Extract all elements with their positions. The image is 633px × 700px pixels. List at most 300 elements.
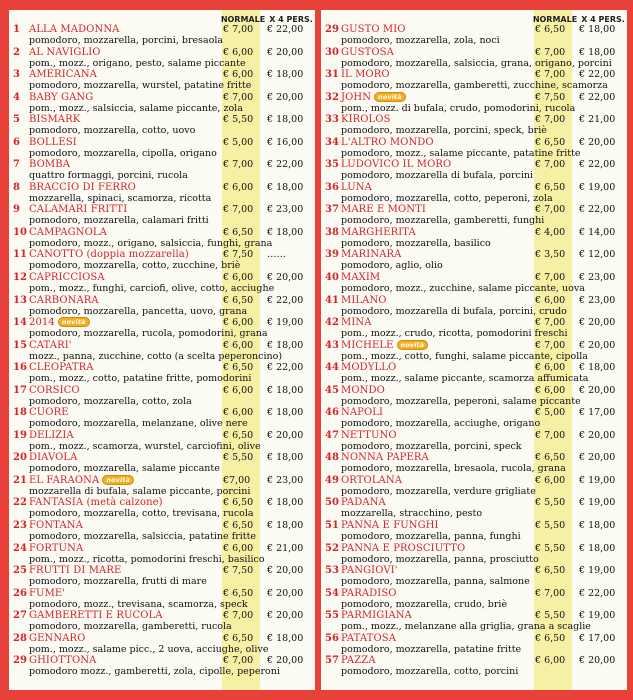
price-family: € 22,00: [267, 159, 304, 171]
item-number: 53: [325, 565, 339, 577]
item-name-text: ALLA MADONNA: [29, 24, 120, 35]
item-name-text: PANGIOVI': [341, 565, 398, 577]
price-normal: € 6,50: [223, 362, 254, 374]
item-ingredients: pomodoro, aglio, olio: [341, 260, 443, 272]
item-number: 29: [325, 24, 339, 35]
price-normal: € 7,00: [535, 587, 566, 599]
price-family: € 20,00: [579, 317, 616, 329]
menu-item: [9, 452, 315, 475]
item-name-text: PARADISO: [341, 587, 397, 599]
item-number: 27: [13, 610, 27, 622]
item-ingredients: pomodoro, mozzarella, pancetta, uovo, grana: [29, 305, 248, 317]
item-name-text: LUDOVICO IL MORO: [341, 159, 452, 171]
menu-item: [9, 610, 315, 633]
price-family: € 18,00: [267, 339, 304, 351]
item-name-text: FONTANA: [29, 520, 83, 532]
item-name: [341, 452, 429, 463]
price-normal: € 6,50: [223, 520, 254, 532]
menu-item: [321, 227, 627, 250]
item-number: 4: [13, 91, 20, 103]
item-name-text: MARGHERITA: [341, 226, 416, 238]
item-name-text: MODYLLO: [341, 362, 397, 374]
item-number: 37: [325, 204, 339, 216]
price-normal: € 6,00: [223, 407, 254, 419]
item-name: [341, 249, 401, 260]
item-name-text: PARMIGIANA: [341, 610, 412, 622]
item-number: 12: [13, 272, 27, 284]
price-family: € 20,00: [267, 587, 304, 599]
item-ingredients: pomodoro, mozzarella, frutti di mare: [29, 576, 207, 588]
price-normal: € 6,50: [223, 294, 254, 306]
price-normal: € 6,00: [223, 542, 254, 554]
item-name: [341, 182, 372, 193]
price-family: € 19,00: [579, 565, 616, 577]
price-family: € 22,00: [579, 159, 616, 171]
item-number: 31: [325, 69, 339, 81]
price-family: € 22,00: [579, 204, 616, 216]
item-name: [341, 543, 465, 554]
item-name-text: MINA: [341, 317, 372, 329]
item-ingredients: pom., mozz., cotto, funghi, salame piccante, cipolla: [341, 350, 588, 362]
price-normal: € 7,00: [223, 91, 254, 103]
item-ingredients: pomodoro, mozzarella, panna, funghi: [341, 531, 521, 543]
item-name-text: JOHN: [341, 91, 372, 103]
item-name-text: BRACCIO DI FERRO: [29, 181, 136, 193]
menu-panel-left: [9, 10, 315, 690]
item-number: 1: [13, 24, 20, 35]
item-name-text: PANNA E PROSCIUTTO: [341, 542, 466, 554]
menu-item: [321, 610, 627, 633]
menu-item: [321, 24, 627, 47]
price-normal: € 7,50: [535, 91, 566, 103]
price-family: € 20,00: [579, 136, 616, 148]
item-name: [341, 610, 412, 621]
price-normal: € 7,00: [535, 204, 566, 216]
item-ingredients: pomodoro, mozzarella, porcini, bresaola: [29, 35, 224, 46]
price-normal: € 6,00: [535, 474, 566, 486]
item-name-text: CALAMARI FRITTI: [29, 204, 128, 216]
item-number: 3: [13, 69, 20, 81]
price-normal: € 6,00: [223, 272, 254, 284]
item-number: 48: [325, 452, 339, 464]
price-normal: € 6,00: [535, 384, 566, 396]
price-normal: € 7,00: [535, 159, 566, 171]
item-number: 43: [325, 339, 339, 351]
item-name-text: DIAVOLA: [29, 452, 78, 464]
item-name: [29, 182, 136, 193]
item-name: [29, 362, 94, 373]
menu-item: [321, 137, 627, 160]
price-normal: € 6,00: [223, 181, 254, 193]
price-family: € 18,00: [267, 520, 304, 532]
menu-item: [321, 317, 627, 340]
item-name-text: CAMPAGNOLA: [29, 226, 107, 238]
price-normal: € 7,00: [223, 655, 254, 667]
item-name-text: BOLLESI: [29, 136, 77, 148]
item-ingredients: mozzarella di bufala, salame piccante, porcini: [29, 485, 251, 497]
price-family: € 18,00: [579, 542, 616, 554]
item-name: [29, 114, 80, 125]
item-number: 44: [325, 362, 339, 374]
menu-item: [321, 272, 627, 295]
price-family: € 18,00: [579, 24, 616, 35]
item-ingredients: pomodoro, mozzarella, rucola, pomodorini, grana: [29, 328, 268, 340]
price-family: € 18,00: [267, 114, 304, 126]
item-number: 46: [325, 407, 339, 419]
item-name-text: ORTOLANA: [341, 474, 403, 486]
price-family: € 18,00: [267, 452, 304, 464]
menu-item: [321, 295, 627, 318]
item-ingredients: pomodoro, mozzarella di bufala, porcini, crudo: [341, 305, 567, 317]
item-name: [341, 24, 406, 35]
item-number: 9: [13, 204, 20, 216]
item-name-text: 2014: [29, 317, 55, 329]
item-ingredients: pom., mozz., ricotta, pomodorini freschi, basilico: [29, 553, 265, 565]
item-name-text: MILANO: [341, 294, 387, 306]
price-family: € 18,00: [579, 520, 616, 532]
item-number: 49: [325, 474, 339, 486]
price-family: € 20,00: [579, 452, 616, 464]
item-ingredients: pomodoro, mozzarella di bufala, porcini: [341, 170, 534, 182]
item-number: 55: [325, 610, 339, 622]
price-family: € 20,00: [267, 655, 304, 667]
item-number: 24: [13, 542, 27, 554]
menu-item: [9, 362, 315, 385]
price-family: € 18,00: [267, 632, 304, 644]
price-family: € 19,00: [579, 610, 616, 622]
item-ingredients: mozz., panna, zucchine, cotto (a scelta peperoncino): [29, 350, 283, 362]
price-family: € 20,00: [267, 46, 304, 58]
item-name-text: CARBONARA: [29, 294, 99, 306]
price-normal: € 7,00: [223, 204, 254, 216]
menu-item: [9, 47, 315, 70]
price-normal: € 5,50: [223, 452, 254, 464]
price-normal: € 6,50: [535, 24, 566, 35]
price-normal: € 6,50: [535, 136, 566, 148]
item-name: [29, 24, 120, 35]
item-name: [29, 137, 77, 148]
menu-item: [9, 137, 315, 160]
price-family: € 22,00: [267, 362, 304, 374]
menu-item: [9, 317, 315, 340]
item-name: [341, 272, 380, 283]
price-family: € 23,00: [267, 204, 304, 216]
item-ingredients: pomodoro, mozzarella, salsiccia, grana, origano, porcini: [341, 57, 612, 69]
menu-item: [321, 340, 627, 363]
item-name: [341, 114, 391, 125]
menu-item: [321, 159, 627, 182]
item-name-text: GAMBERETTI E RUCOLA: [29, 610, 163, 622]
item-number: 5: [13, 114, 20, 126]
price-normal: € 6,50: [535, 632, 566, 644]
menu-item: [321, 407, 627, 430]
price-normal: € 6,00: [223, 69, 254, 81]
item-name-text: EL FARAONA: [29, 474, 100, 486]
menu-item: [9, 272, 315, 295]
item-number: 51: [325, 520, 339, 532]
item-name: [29, 295, 99, 306]
price-normal: € 7,00: [223, 24, 254, 35]
item-name-text: NAPOLI: [341, 407, 384, 419]
item-number: 52: [325, 542, 339, 554]
price-normal: € 3,50: [535, 249, 566, 261]
item-name-text: MARINARA: [341, 249, 402, 261]
price-normal: €7,00: [223, 474, 251, 486]
item-number: 22: [13, 497, 27, 509]
menu-item: [9, 340, 315, 363]
item-name: [341, 159, 451, 170]
item-ingredients: pomodoro, mozzarella, crudo, briè: [341, 598, 508, 610]
item-name: [29, 610, 163, 621]
item-name-text: GUSTOSA: [341, 46, 394, 58]
item-name-text: MICHELE: [341, 339, 394, 351]
item-name-text: PATATOSA: [341, 632, 397, 644]
item-number: 17: [13, 384, 27, 396]
price-normal: € 7,00: [535, 46, 566, 58]
price-normal: € 7,00: [535, 272, 566, 284]
item-name-text: CAPRICCIOSA: [29, 272, 105, 284]
item-number: 38: [325, 226, 339, 238]
item-ingredients: pomodoro, mozzarella, cotto, uovo: [29, 125, 196, 137]
header-family: X 4 PERS.: [269, 15, 313, 24]
item-ingredients: pomodoro, mozzarella, bresaola, rucola, grana: [341, 463, 566, 475]
item-name: [29, 69, 97, 80]
price-family: € 22,00: [579, 91, 616, 103]
menu-item: [321, 114, 627, 137]
menu-item: [321, 362, 627, 385]
price-normal: € 6,50: [535, 452, 566, 464]
price-normal: € 5,00: [535, 407, 566, 419]
menu-item: [9, 182, 315, 205]
item-name-text: NETTUNO: [341, 429, 397, 441]
price-normal: € 6,50: [223, 226, 254, 238]
price-normal: € 5,50: [535, 610, 566, 622]
item-ingredients: pom., mozz., origano, pesto, salame piccante: [29, 57, 246, 69]
item-name-text: BOMBA: [29, 159, 71, 171]
item-name: [29, 520, 83, 531]
item-ingredients: pomodoro, mozz., origano, salsiccia, funghi, grana: [29, 237, 273, 249]
item-name: [341, 430, 397, 441]
price-family: € 20,00: [579, 655, 616, 667]
item-name-text: L'ALTRO MONDO: [341, 136, 434, 148]
item-number: 15: [13, 339, 27, 351]
menu-item: [321, 47, 627, 70]
item-ingredients: pomodoro, mozzarella, peperoni, salame piccante: [341, 395, 581, 407]
item-name: [341, 565, 398, 576]
item-number: 23: [13, 520, 27, 532]
price-family: € 23,00: [267, 474, 304, 486]
price-normal: € 6,50: [223, 429, 254, 441]
price-normal: € 5,50: [535, 497, 566, 509]
item-number: 2: [13, 46, 20, 58]
item-ingredients: pomodoro, mozzarella, panna, prosciutto: [341, 553, 539, 565]
menu-item: [9, 92, 315, 115]
price-family: € 20,00: [579, 429, 616, 441]
price-family: € 18,00: [267, 69, 304, 81]
item-name-text: BISMARK: [29, 114, 81, 126]
menu-item: [9, 520, 315, 543]
item-name: [29, 565, 121, 576]
item-name: [29, 272, 105, 283]
price-normal: € 6,00: [535, 294, 566, 306]
header-family: X 4 PERS.: [581, 15, 625, 24]
menu-item: [321, 92, 627, 115]
price-normal: € 6,50: [223, 632, 254, 644]
menu-item: [9, 249, 315, 272]
price-family: € 18,00: [267, 497, 304, 509]
menu-item: [321, 655, 627, 678]
menu-item: [9, 227, 315, 250]
price-family: € 20,00: [267, 91, 304, 103]
item-name: [341, 362, 396, 373]
price-normal: € 6,50: [223, 587, 254, 599]
price-family: € 22,00: [267, 24, 304, 35]
price-normal: € 7,50: [223, 565, 254, 577]
item-name: [29, 159, 70, 170]
item-ingredients: pom., mozz., salsiccia, salame piccante, zola: [29, 102, 243, 114]
item-name-text: CATARI': [29, 339, 72, 351]
item-number: 30: [325, 46, 339, 58]
price-family: € 20,00: [267, 272, 304, 284]
menu-item: [9, 633, 315, 656]
item-name-text: BABY GANG: [29, 91, 94, 103]
item-ingredients: pomodoro, mozzarella, cotto, peperoni, zola: [341, 192, 553, 204]
item-name: [29, 475, 134, 486]
menu-item: [9, 407, 315, 430]
item-name-text: PADANA: [341, 497, 386, 509]
item-number: 34: [325, 136, 339, 148]
price-family: € 22,00: [579, 587, 616, 599]
price-family: € 23,00: [579, 272, 616, 284]
item-number: 42: [325, 317, 339, 329]
item-ingredients: pomodoro, mozzarella, cotto, trevisana, rucola: [29, 508, 254, 520]
item-name-text: CUORE: [29, 407, 69, 419]
item-ingredients: pomodoro, mozzarella, wurstel, patatine fritte: [29, 80, 252, 92]
price-normal: € 7,00: [223, 159, 254, 171]
item-ingredients: pomodoro, mozzarella, verdure grigliate: [341, 485, 536, 497]
item-ingredients: pomodoro, mozzarella, patatine fritte: [341, 643, 522, 655]
item-ingredients: pom., mozz., funghi, carciofi, olive, cotto, acciughe: [29, 283, 275, 295]
price-normal: € 6,00: [535, 655, 566, 667]
menu-item: [321, 385, 627, 408]
item-name: [29, 633, 85, 644]
item-number: 19: [13, 429, 27, 441]
price-normal: € 6,00: [223, 317, 254, 329]
price-normal: € 5,50: [535, 520, 566, 532]
price-family: € 22,00: [267, 294, 304, 306]
item-name: [29, 385, 80, 396]
price-family: € 14,00: [579, 226, 616, 238]
price-normal: € 6,00: [223, 339, 254, 351]
item-number: 16: [13, 362, 27, 374]
item-name: [29, 588, 65, 599]
item-name: [341, 385, 385, 396]
item-name: [341, 204, 426, 215]
price-family: € 21,00: [267, 542, 304, 554]
item-ingredients: pomodoro, mozz., zucchine, salame piccante, uova: [341, 283, 585, 295]
item-ingredients: pomodoro mozz., gamberetti, zola, cipolle, peperoni: [29, 666, 280, 678]
price-family: € 19,00: [579, 181, 616, 193]
item-name: [29, 204, 127, 215]
item-number: 54: [325, 587, 339, 599]
price-family: € 16,00: [267, 136, 304, 148]
item-ingredients: pomodoro, mozzarella, cotto, zola: [29, 395, 192, 407]
price-family: € 17,00: [579, 632, 616, 644]
item-number: 50: [325, 497, 339, 509]
header-normal: NORMALE: [220, 15, 266, 24]
price-family: € 18,00: [579, 362, 616, 374]
item-name: [341, 655, 376, 666]
item-name: [29, 47, 101, 58]
item-name: [29, 249, 189, 260]
item-name: [29, 340, 72, 351]
price-normal: € 6,50: [535, 181, 566, 193]
item-name-text: DELIZIA: [29, 429, 74, 441]
item-name: [29, 227, 107, 238]
item-ingredients: pomodoro, mozz., salame piccante, patatine fritte: [341, 147, 581, 159]
price-normal: € 7,00: [535, 317, 566, 329]
item-ingredients: pomodoro, mozzarella, cotto, porcini: [341, 666, 519, 678]
item-ingredients: pomodoro, mozz., trevisana, scamorza, speck: [29, 598, 248, 610]
item-ingredients: pom., mozz., cotto, patatine fritte, pomodorini: [29, 373, 252, 385]
price-normal: € 7,50: [223, 249, 254, 261]
price-family: € 20,00: [579, 384, 616, 396]
price-normal: € 5,00: [223, 136, 254, 148]
price-normal: € 4,00: [535, 226, 566, 238]
item-name: [341, 520, 439, 531]
price-family: € 20,00: [267, 610, 304, 622]
item-ingredients: pomodoro, mozzarella, salsiccia, patatine fritte: [29, 531, 257, 543]
item-number: 56: [325, 632, 339, 644]
menu-item: [321, 633, 627, 656]
menu-item: [9, 588, 315, 611]
menu-list-left: [9, 24, 315, 678]
price-normal: € 6,00: [223, 46, 254, 58]
new-badge: novità: [374, 92, 406, 102]
item-number: 36: [325, 181, 339, 193]
item-number: 47: [325, 429, 339, 441]
price-family: € 12,00: [579, 249, 616, 261]
item-name: [29, 317, 90, 328]
item-name: [341, 317, 372, 328]
item-ingredients: pomodoro, mozzarella, acciughe, origano: [341, 418, 541, 430]
item-number: 39: [325, 249, 339, 261]
item-ingredients: pomodoro, mozzarella, cotto, zucchine, briè: [29, 260, 241, 272]
menu-item: [9, 565, 315, 588]
new-badge: novità: [397, 340, 429, 350]
price-family: € 19,00: [579, 497, 616, 509]
item-ingredients: pomodoro, mozzarella, gamberetti, zucchine, scamorza: [341, 80, 608, 92]
item-ingredients: pomodoro, mozzarella, porcini, speck: [341, 440, 522, 452]
item-name-text: CLEOPATRA: [29, 362, 94, 374]
item-number: 40: [325, 272, 339, 284]
menu-item: [9, 385, 315, 408]
price-family: € 18,00: [267, 226, 304, 238]
item-name-text: KIROLOS: [341, 114, 391, 126]
item-name-text: IL MORO: [341, 69, 390, 81]
item-name-text: FRUTTI DI MARE: [29, 565, 122, 577]
item-ingredients: pomodoro, mozzarella, salame piccante: [29, 463, 220, 475]
price-family: € 18,00: [267, 384, 304, 396]
item-name: [29, 430, 74, 441]
item-number: 25: [13, 565, 27, 577]
price-family: ……: [267, 249, 286, 261]
price-normal: € 7,00: [535, 114, 566, 126]
item-name: [29, 497, 163, 508]
item-name-text: AL NAVIGLIO: [29, 46, 101, 58]
menu-item: [9, 114, 315, 137]
item-number: 57: [325, 655, 339, 667]
